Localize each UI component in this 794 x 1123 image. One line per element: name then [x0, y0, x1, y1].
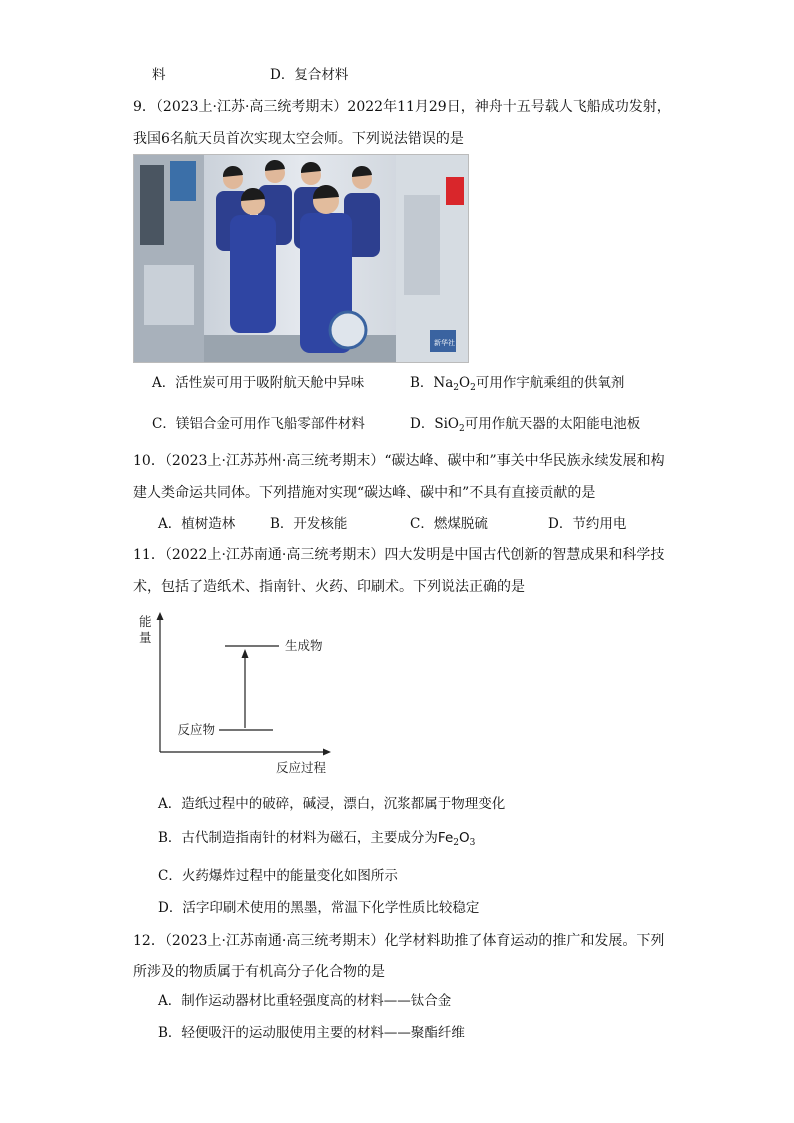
photo-watermark: 新华社	[434, 339, 455, 347]
q12-option-b: B．轻便吸汗的运动服使用主要的材料——聚酯纤维	[158, 1025, 465, 1041]
q11-stem-line2: 术，包括了造纸术、指南针、火药、印刷术。下列说法正确的是	[133, 579, 525, 595]
q9-stem-line1: 9．（2023上·江苏·高三统考期末）2022年11月29日，神舟十五号载人飞船成功发射，	[133, 99, 671, 115]
q11-stem-line1: 11．（2022上·江苏南通·高三统考期末）四大发明是中国古代创新的智慧成果和科学技	[133, 547, 665, 563]
q9-option-d: D．SiO$_2$可用作航天器的太阳能电池板	[410, 416, 641, 434]
q12-stem-line2: 所涉及的物质属于有机高分子化合物的是	[133, 964, 385, 980]
q9-stem-line2: 我国6名航天员首次实现太空会师。下列说法错误的是	[133, 131, 464, 147]
y-axis-label: 能 量	[139, 614, 152, 645]
q9-option-c: C．镁铝合金可用作飞船零部件材料	[152, 416, 365, 432]
energy-change-arrowhead	[242, 649, 249, 658]
q12-stem-line1: 12．（2023上·江苏南通·高三统考期末）化学材料助推了体育运动的推广和发展。下列	[133, 933, 665, 949]
energy-level-label-reactant: 反应物	[177, 722, 215, 737]
q9-option-a: A．活性炭可用于吸附航天舱中异味	[152, 375, 365, 391]
y-axis-arrow	[157, 612, 164, 620]
q10-stem-line1: 10．（2023上·江苏苏州·高三统考期末）“碳达峰、碳中和”事关中华民族永续发展和构	[133, 453, 665, 469]
q9-option-b: B．$Na_2O_2$可用作宇航乘组的供氧剂	[410, 375, 625, 393]
q11-option-b: B．古代制造指南针的材料为磁石，主要成分为$Fe_2O_3$	[158, 830, 476, 848]
x-axis-arrow	[323, 749, 331, 756]
astronaut-photo	[133, 154, 469, 363]
q12-option-a: A．制作运动器材比重轻强度高的材料——钛合金	[158, 993, 452, 1009]
q11-option-c: C．火药爆炸过程中的能量变化如图所示	[158, 868, 398, 884]
q10-option-c: C．燃煤脱硫	[410, 516, 488, 532]
x-axis-label: 反应过程	[276, 760, 327, 775]
prev-option-c-tail: 料	[152, 67, 166, 83]
q11-option-a: A．造纸过程中的破碎，碱浸，漂白，沉浆都属于物理变化	[158, 796, 506, 812]
q10-option-d: D．节约用电	[548, 516, 627, 532]
energy-diagram	[133, 608, 343, 778]
q11-option-d: D．活字印刷术使用的黑墨，常温下化学性质比较稳定	[158, 900, 480, 916]
prev-option-d: D．复合材料	[270, 67, 349, 83]
energy-level-label-product: 生成物	[285, 638, 323, 653]
q10-option-b: B．开发核能	[270, 516, 348, 532]
q10-option-a: A．植树造林	[158, 516, 236, 532]
q10-stem-line2: 建人类命运共同体。下列措施对实现“碳达峰、碳中和”不具有直接贡献的是	[133, 485, 596, 501]
